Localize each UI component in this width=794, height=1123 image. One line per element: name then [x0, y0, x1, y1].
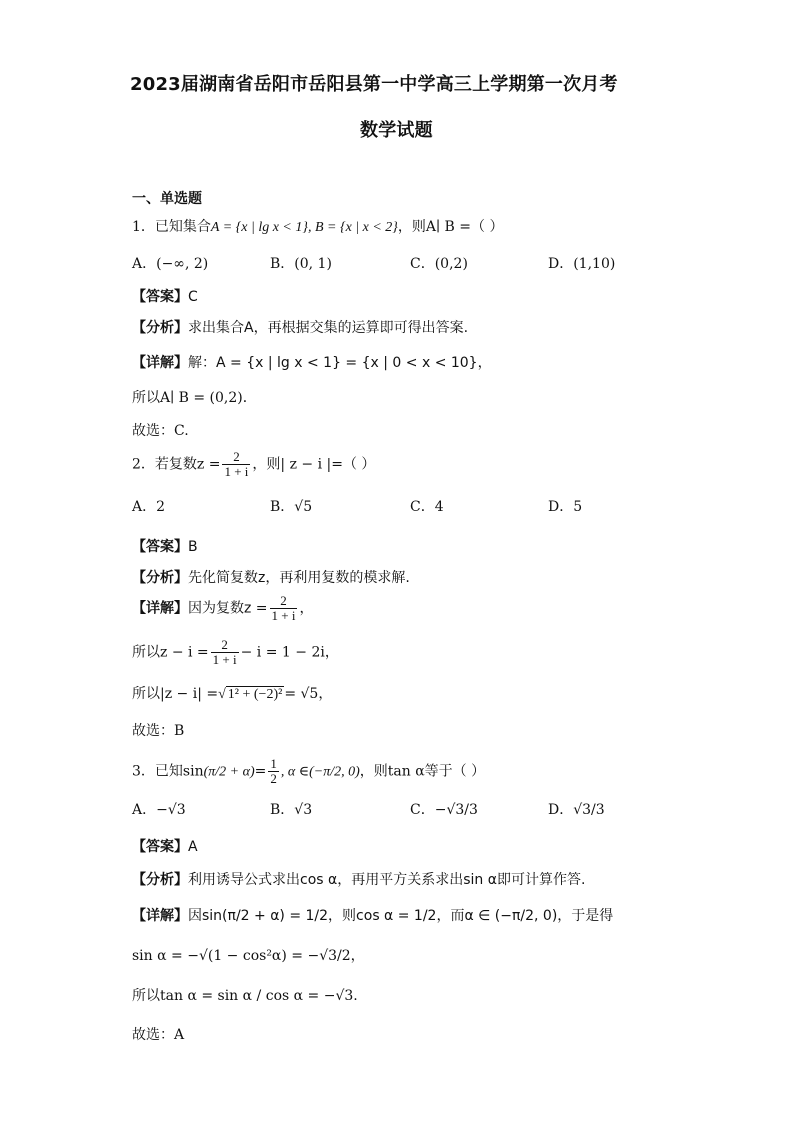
q2-detail-label: 【详解】: [132, 600, 188, 617]
q2-line3-root: 1² + (−2)²: [227, 687, 283, 702]
q3-option-b: B．√3: [270, 802, 313, 818]
q3-analysis-label: 【分析】: [132, 872, 188, 888]
q3-stem-prefix: 3．已知sin: [132, 763, 204, 780]
q3-line3: 所以tan α = sin α / cos α = −√3.: [132, 988, 358, 1004]
q1-answer-label: 【答案】: [132, 289, 188, 305]
q2-analysis-text: 先化简复数z，再利用复数的模求解.: [188, 570, 410, 586]
q3-answer: [132, 836, 198, 856]
q2-choice: 故选：B: [132, 723, 185, 739]
q2-stem-suffix: ，则| z − i |=（ ）: [252, 456, 376, 473]
q2-answer-value: B: [188, 539, 198, 555]
q3-choice: 故选：A: [132, 1027, 185, 1043]
q2-detail-fraction: $\frac{2}{1 + i}$: [271, 593, 296, 623]
q3-analysis: [132, 869, 585, 889]
q1-option-a: A．(−∞, 2): [132, 256, 209, 272]
q2-option-b: B．√5: [270, 499, 313, 515]
q3-line2: sin α = −√(1 − cos²α) = −√3/2，: [132, 948, 365, 964]
page-title-line2: 数学试题: [360, 120, 433, 141]
q3-stem-interval: (−π/2, 0): [309, 764, 360, 780]
q1-stem-prefix: 1．已知集合: [132, 219, 211, 235]
q1-analysis: [132, 317, 468, 337]
q2-answer: [132, 536, 198, 556]
q2-stem: [132, 450, 375, 479]
q2-detail: [132, 594, 313, 623]
q2-detail-prefix: 因为复数z =: [188, 600, 268, 617]
q3-option-c: C．−√3/3: [410, 802, 478, 818]
q2-line2-fraction: $\frac{2}{1 + i}$: [212, 637, 237, 667]
q1-line2: 所以A∣ B = (0,2)．: [132, 390, 257, 406]
q3-option-a: A．−√3: [132, 802, 186, 818]
q2-line3: 所以|z − i| =√ 1² + (−2)² = √5，: [132, 686, 333, 702]
q1-choice: 故选：C.: [132, 423, 189, 439]
q2-analysis-label: 【分析】: [132, 570, 188, 586]
q1-analysis-text: 求出集合A，再根据交集的运算即可得出答案.: [188, 320, 469, 336]
q1-set-a: A = {x | lg x < 1}: [210, 220, 308, 235]
q1-analysis-label: 【分析】: [132, 320, 188, 336]
q1-option-d: D．(1,10): [548, 256, 616, 272]
q3-answer-label: 【答案】: [132, 839, 188, 855]
q2-option-c: C．4: [410, 499, 444, 515]
q3-analysis-text: 利用诱导公式求出cos α，再用平方关系求出sin α即可计算作答.: [188, 872, 586, 888]
q2-option-d: D．5: [548, 499, 583, 515]
q2-stem-prefix: 2．若复数z =: [132, 456, 221, 473]
q1-detail: [132, 352, 492, 372]
q2-detail-suffix: ，: [299, 600, 314, 617]
q3-stem-eq: =: [254, 763, 267, 780]
q2-line2-prefix: 所以z − i =: [132, 644, 209, 661]
q3-stem: [132, 757, 485, 786]
q1-stem: [132, 217, 503, 238]
q1-set-b: , B = {x | x < 2}: [307, 220, 398, 235]
q3-detail-label: 【详解】: [132, 908, 188, 924]
q3-detail-text: 因sin(π/2 + α) = 1/2，则cos α = 1/2，而α ∈ (−π/2, 0)，于是得: [188, 908, 614, 924]
page-title-line1: 2023届湖南省岳阳市岳阳县第一中学高三上学期第一次月考: [130, 74, 618, 95]
q1-detail-label: 【详解】: [132, 355, 188, 371]
q1-detail-text: 解：A = {x | lg x < 1} = {x | 0 < x < 10}，: [188, 355, 492, 371]
q2-option-a: A．2: [132, 499, 166, 515]
section-heading: 一、单选题: [132, 191, 202, 207]
q2-line3-prefix: 所以|z − i| =: [132, 686, 219, 702]
q1-option-b: B．(0, 1): [270, 256, 332, 272]
q3-option-d: D．√3/3: [548, 802, 605, 818]
q3-answer-value: A: [188, 839, 198, 855]
q2-line2: [132, 638, 339, 667]
q3-stem-suffix: ，则tan α等于（ ）: [359, 763, 486, 780]
q2-fraction: $\frac{2}{1 + i}$: [224, 449, 249, 479]
q3-half: $\frac{1}{2}$: [270, 756, 277, 786]
q3-detail: [132, 905, 613, 925]
q1-answer: [132, 286, 198, 306]
q2-answer-label: 【答案】: [132, 539, 188, 555]
q3-stem-paren: (π/2 + α): [203, 764, 255, 780]
q1-option-c: C．(0,2): [410, 256, 468, 272]
q2-line3-suffix: = √5，: [284, 686, 333, 702]
q2-analysis: [132, 567, 410, 587]
q2-line2-suffix: − i = 1 − 2i，: [240, 644, 339, 661]
q1-answer-value: C: [188, 289, 198, 305]
q1-stem-suffix: ，则A∣ B =（ ）: [397, 219, 504, 235]
q3-stem-mid: , α ∈: [280, 764, 310, 780]
